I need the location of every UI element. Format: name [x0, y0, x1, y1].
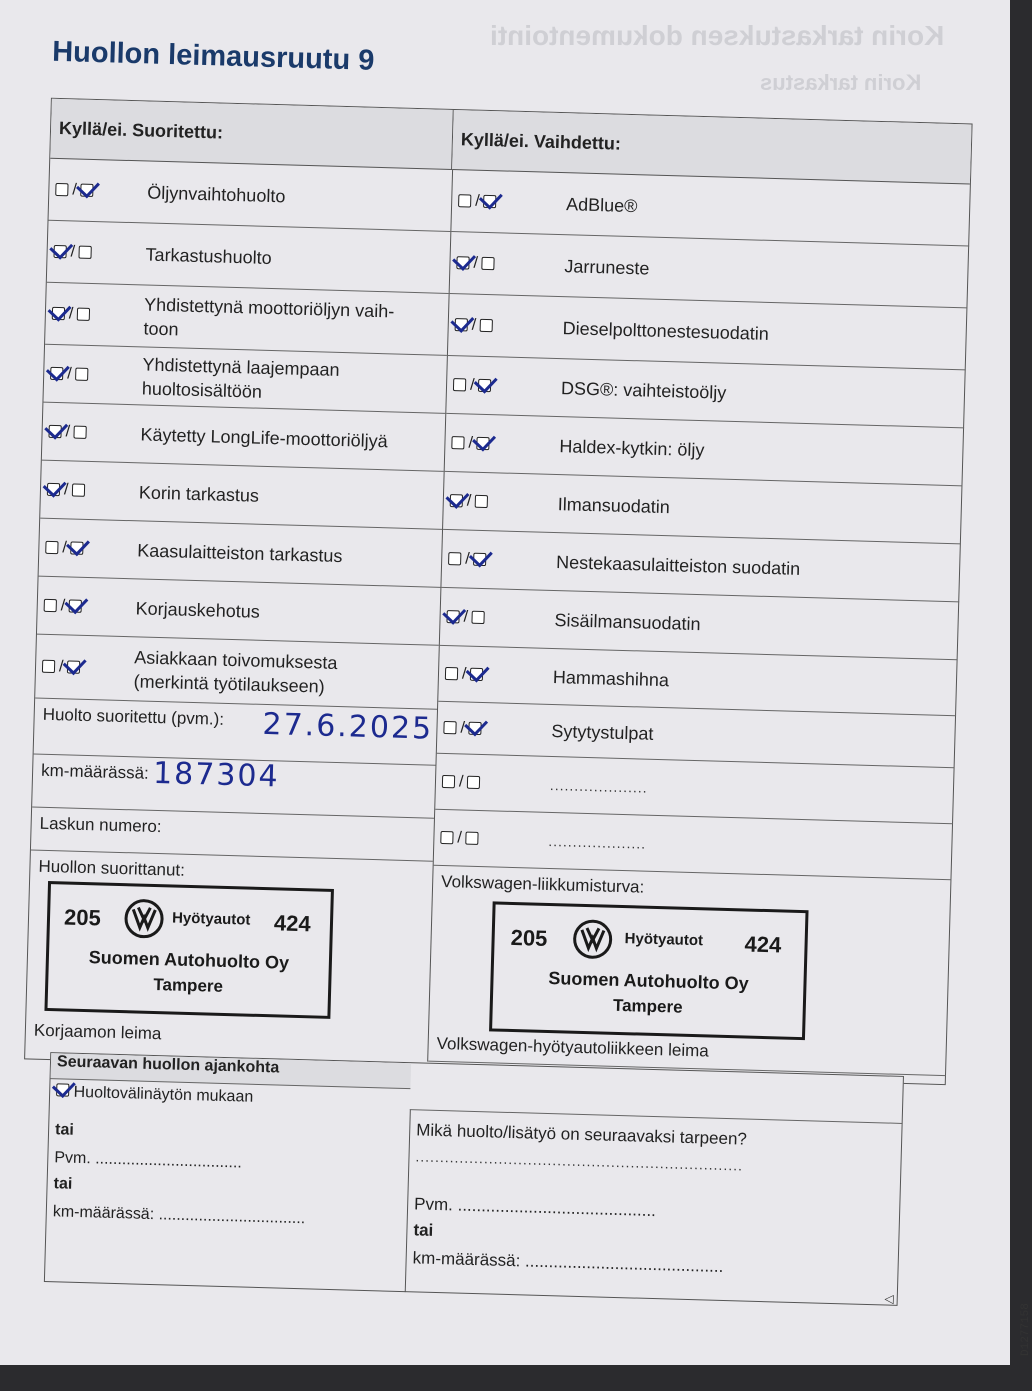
- yes-no-checkboxes: [434, 828, 488, 848]
- workshop-stamp-label: Korjaamon leima: [33, 1020, 162, 1044]
- vw-logo-icon: [124, 898, 165, 939]
- yes-checkbox[interactable]: [451, 436, 464, 449]
- performed-item-label: Kaasulaitteiston tarkastus: [137, 539, 343, 566]
- yes-no-checkboxes: [449, 315, 503, 335]
- no-checkbox[interactable]: [81, 184, 94, 197]
- slash-separator: /: [62, 538, 68, 556]
- yes-checkbox[interactable]: [47, 483, 60, 496]
- replaced-item-label: Sytytystulpat: [551, 720, 654, 744]
- yes-no-checkboxes: [47, 242, 101, 262]
- slash-separator: /: [466, 492, 472, 510]
- slash-separator: /: [70, 242, 76, 260]
- replaced-column: [427, 170, 971, 1076]
- performed-item-label: Korjauskehotus: [135, 597, 261, 622]
- yes-checkbox[interactable]: [450, 494, 463, 507]
- stamp-right-number: 424: [273, 910, 312, 937]
- no-checkbox[interactable]: [76, 368, 89, 381]
- next-service-section: [44, 1052, 904, 1306]
- next-date-field[interactable]: Pvm. .................................: [54, 1149, 243, 1172]
- yes-no-checkboxes: [452, 192, 506, 212]
- yes-no-checkboxes: [38, 596, 92, 616]
- yes-checkbox[interactable]: [44, 599, 57, 612]
- yes-no-checkboxes: [447, 375, 501, 395]
- bleed-through-text-1: Korin tarkastuksen dokumentointi: [490, 20, 945, 51]
- performed-item-label: Yhdistettynä moottoriöljyn vaih- toon: [143, 293, 395, 339]
- next-service-right: [405, 1109, 903, 1306]
- next-work-question: Mikä huolto/lisätyö on seuraavaksi tarpeen?: [416, 1120, 748, 1149]
- performed-by-label: Huollon suorittanut:: [38, 856, 186, 880]
- stamp-company: Suomen Autohuolto Oy: [88, 947, 290, 973]
- no-checkbox[interactable]: [478, 379, 491, 392]
- performed-item-label: Korin tarkastus: [138, 481, 260, 506]
- no-checkbox[interactable]: [74, 426, 87, 439]
- replaced-item-label: Dieselpolttonestesuodatin: [562, 317, 770, 344]
- stamp-city-2: Tampere: [612, 995, 683, 1017]
- performed-row: [49, 159, 453, 232]
- invoice-label: Laskun numero:: [39, 813, 162, 837]
- slash-separator: /: [67, 364, 72, 382]
- yes-no-checkboxes: [450, 253, 504, 273]
- yes-checkbox[interactable]: [448, 552, 461, 565]
- stamp-left-number-2: 205: [510, 924, 548, 951]
- vw-logo-icon: [572, 919, 613, 960]
- slash-separator: /: [458, 772, 464, 791]
- yes-checkbox[interactable]: [445, 667, 458, 680]
- no-checkbox[interactable]: [470, 668, 483, 681]
- slash-separator: /: [460, 718, 466, 737]
- performed-item-label: Asiakkaan toivomuksesta (merkintä työtilaukseen): [133, 646, 338, 697]
- yes-no-checkboxes: [39, 538, 93, 558]
- performed-item-label: Käytetty LongLife-moottoriöljyä: [140, 423, 388, 451]
- yes-checkbox[interactable]: [53, 245, 66, 258]
- next-date-field-right[interactable]: Pvm. ..........................................: [413, 1194, 657, 1221]
- next-km-field-right[interactable]: km-määrässä: ..........................................: [412, 1248, 724, 1276]
- replaced-item-label: Haldex-kytkin: öljy: [559, 435, 705, 460]
- yes-checkbox[interactable]: [42, 660, 55, 673]
- mobility-label: Volkswagen-liikkumisturva:: [440, 871, 645, 897]
- service-date-handwritten: 27.6.2025: [262, 706, 434, 747]
- slash-separator: /: [60, 596, 66, 614]
- yes-no-checkboxes: [436, 772, 490, 792]
- workshop-stamp: [44, 881, 334, 1019]
- next-km-field[interactable]: km-määrässä: .................................: [52, 1203, 306, 1228]
- page-mark-icon: ◁: [884, 1291, 894, 1306]
- yes-no-checkboxes: [437, 718, 491, 738]
- no-checkbox[interactable]: [483, 195, 496, 208]
- performed-by-field: [25, 850, 432, 1061]
- yes-checkbox[interactable]: [55, 183, 68, 196]
- slash-separator: /: [461, 664, 467, 683]
- no-checkbox[interactable]: [467, 776, 480, 789]
- km-label: km-määrässä:: [40, 760, 150, 783]
- yes-no-checkboxes: [49, 180, 103, 200]
- performed-item-label: Öljynvaihtohuolto: [147, 181, 286, 206]
- or-label-1: tai: [54, 1121, 75, 1139]
- yes-checkbox[interactable]: [52, 307, 65, 320]
- yes-no-checkboxes: [442, 549, 496, 569]
- performed-item-label: Tarkastushuolto: [145, 243, 272, 268]
- no-checkbox[interactable]: [71, 541, 84, 554]
- mobility-field: [428, 866, 951, 1076]
- yes-no-checkboxes: [445, 433, 499, 453]
- yes-checkbox[interactable]: [442, 775, 455, 788]
- slash-separator: /: [465, 550, 470, 568]
- no-checkbox[interactable]: [477, 437, 490, 450]
- slash-separator: /: [457, 828, 463, 847]
- yes-checkbox[interactable]: [443, 721, 456, 734]
- slash-separator: /: [72, 180, 78, 199]
- no-checkbox[interactable]: [69, 599, 82, 612]
- interval-label: Huoltovälinäytön mukaan: [73, 1083, 254, 1106]
- no-checkbox[interactable]: [480, 319, 493, 332]
- stamp-brand-2: Hyötyautot: [624, 930, 704, 950]
- slash-separator: /: [68, 304, 74, 322]
- stamp-left-number: 205: [63, 904, 102, 931]
- performed-row: [35, 635, 439, 710]
- yes-checkbox[interactable]: [45, 541, 58, 554]
- slash-separator: /: [65, 422, 71, 440]
- yes-checkbox[interactable]: [50, 367, 63, 380]
- no-checkbox[interactable]: [473, 553, 486, 566]
- no-checkbox[interactable]: [472, 611, 485, 624]
- replaced-item-label: Jarruneste: [564, 255, 650, 279]
- no-checkbox[interactable]: [79, 246, 92, 259]
- slash-separator: /: [468, 434, 474, 452]
- slash-separator: /: [471, 316, 477, 334]
- next-service-header: Seuraavan huollon ajankohta: [51, 1053, 412, 1089]
- yes-checkbox[interactable]: [455, 318, 468, 331]
- no-checkbox[interactable]: [67, 660, 80, 673]
- no-checkbox[interactable]: [72, 484, 85, 497]
- yes-no-checkboxes: [41, 480, 95, 500]
- performed-item-label: Yhdistettynä laajempaan huoltosisältöön: [141, 353, 340, 402]
- service-stamp-form: [24, 98, 973, 1085]
- yes-checkbox[interactable]: [48, 425, 61, 438]
- no-checkbox[interactable]: [77, 308, 90, 321]
- slash-separator: /: [58, 657, 64, 675]
- dealer-stamp: [489, 901, 809, 1040]
- replaced-item-label: ....................: [549, 776, 648, 796]
- yes-no-checkboxes: [36, 657, 90, 677]
- yes-no-checkboxes: [42, 422, 96, 442]
- performed-row: [45, 283, 449, 356]
- yes-no-checkboxes: [440, 607, 494, 627]
- slash-separator: /: [469, 376, 475, 394]
- performed-row: [47, 221, 451, 294]
- document-code: D1277158: [1020, 1303, 1032, 1356]
- yes-no-checkboxes: [439, 664, 493, 684]
- replaced-item-label: ....................: [548, 832, 647, 852]
- slash-separator: /: [63, 480, 69, 498]
- dealer-stamp-label: Volkswagen-hyötyautoliikkeen leima: [436, 1033, 710, 1061]
- replaced-item-label: DSG®: vaihteistoöljy: [560, 377, 727, 403]
- bleed-through-text-2: Korin tarkastus: [760, 70, 922, 95]
- replaced-item-label: AdBlue®: [565, 193, 638, 216]
- yes-checkbox[interactable]: [440, 831, 453, 844]
- stamp-right-number-2: 424: [744, 931, 782, 958]
- service-date-label: Huolto suoritettu (pvm.):: [42, 704, 225, 729]
- no-checkbox[interactable]: [475, 495, 488, 508]
- no-checkbox[interactable]: [469, 722, 482, 735]
- left-column-header: Kyllä/ei. Suoritettu:: [50, 99, 454, 170]
- slash-separator: /: [473, 254, 479, 272]
- replaced-item-label: Hammashihna: [552, 666, 670, 690]
- or-label-2: tai: [53, 1175, 73, 1193]
- no-checkbox[interactable]: [466, 832, 479, 845]
- yes-checkbox[interactable]: [458, 194, 471, 207]
- slash-separator: /: [463, 607, 469, 626]
- yes-checkbox[interactable]: [446, 610, 459, 623]
- replaced-item-label: Ilmansuodatin: [557, 493, 671, 517]
- replaced-item-label: Sisäilmansuodatin: [554, 609, 701, 634]
- interval-checkbox[interactable]: [56, 1083, 69, 1096]
- stamp-city: Tampere: [153, 974, 224, 996]
- replaced-item-label: Nestekaasulaitteiston suodatin: [555, 551, 801, 579]
- yes-no-checkboxes: [44, 364, 98, 384]
- or-label-right: tai: [413, 1220, 434, 1240]
- right-column-header: Kyllä/ei. Vaihdettu:: [452, 110, 971, 184]
- stamp-company-2: Suomen Autohuolto Oy: [548, 967, 749, 994]
- next-work-field[interactable]: ...................................................................: [415, 1148, 744, 1174]
- page-title: Huollon leimausruutu 9: [51, 35, 375, 77]
- stamp-brand: Hyötyautot: [171, 909, 251, 929]
- performed-column: [25, 159, 452, 1062]
- yes-checkbox[interactable]: [453, 378, 466, 391]
- no-checkbox[interactable]: [482, 257, 495, 270]
- yes-checkbox[interactable]: [456, 256, 469, 269]
- yes-no-checkboxes: [444, 491, 498, 511]
- yes-no-checkboxes: [46, 304, 100, 324]
- slash-separator: /: [474, 192, 480, 210]
- km-handwritten: 187304: [152, 755, 281, 795]
